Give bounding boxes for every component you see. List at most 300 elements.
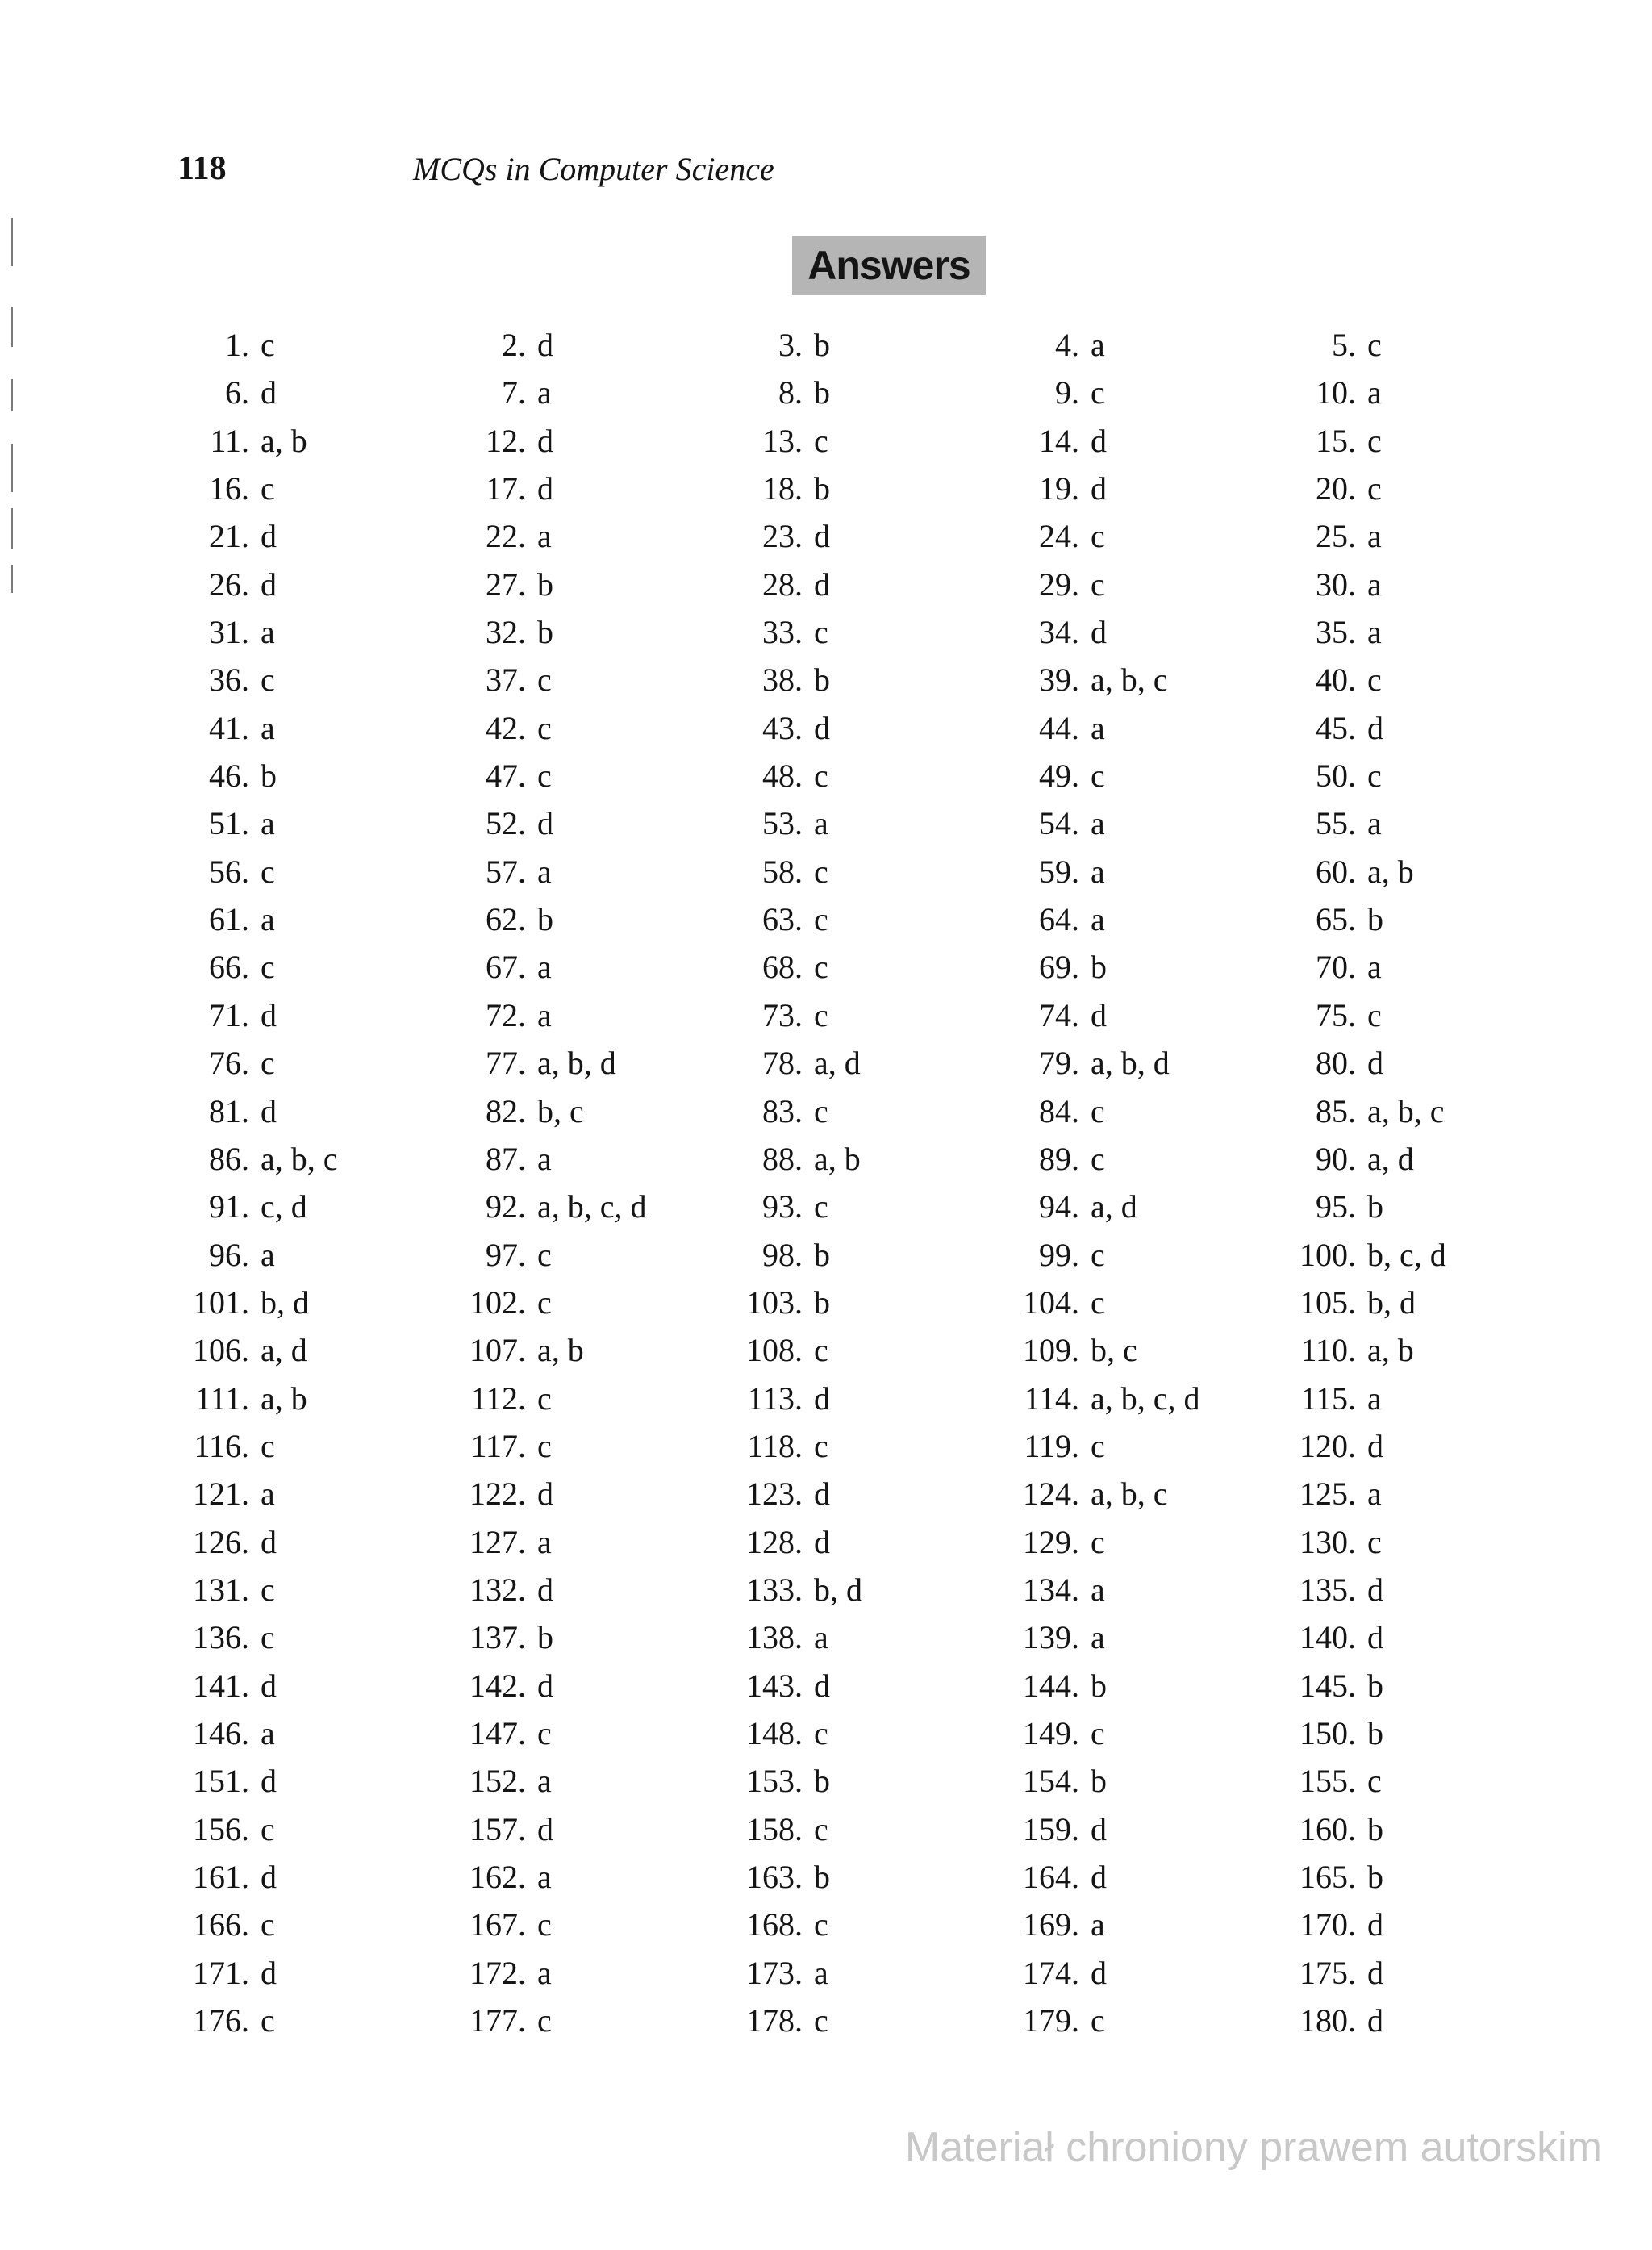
answer-item: [161, 1853, 438, 1901]
question-number: 6.: [225, 374, 249, 411]
answer-choice: b: [814, 374, 830, 411]
question-number: 74.: [1039, 996, 1079, 1033]
answer-choice: d: [1367, 1954, 1383, 1991]
question-number: 126.: [193, 1523, 249, 1560]
question-number: 19.: [1039, 470, 1079, 507]
answer-item: [715, 1997, 991, 2044]
answer-item: [438, 1613, 715, 1661]
answer-item: [715, 1853, 991, 1901]
page-number: 118: [177, 150, 227, 187]
question-number: 25.: [1316, 518, 1356, 555]
answer-item: [1268, 1997, 1545, 2044]
answer-choice: c: [814, 1332, 828, 1369]
question-number: 165.: [1299, 1859, 1356, 1895]
answer-choice: b: [1367, 1188, 1383, 1225]
question-number: 104.: [1023, 1284, 1079, 1321]
answer-choice: a, d: [814, 1045, 861, 1082]
answer-item: [715, 512, 991, 560]
question-number: 41.: [209, 709, 249, 746]
answer-choice: c, d: [261, 1188, 307, 1225]
answer-item: [991, 1087, 1268, 1135]
question-number: 83.: [762, 1092, 803, 1129]
margin-rule: [11, 379, 13, 411]
answer-item: [438, 1231, 715, 1279]
answer-choice: a: [261, 901, 275, 938]
answer-choice: a: [1091, 709, 1105, 746]
answer-choice: c: [1091, 1092, 1105, 1129]
answer-item: [438, 1997, 715, 2044]
answer-choice: d: [537, 1476, 553, 1513]
answer-choice: a, d: [1091, 1188, 1137, 1225]
answer-choice: d: [814, 1523, 830, 1560]
margin-rule: [11, 444, 13, 492]
answer-item: [991, 1183, 1268, 1230]
answer-choice: b: [261, 758, 277, 795]
answer-item: [438, 704, 715, 752]
answer-item: [991, 943, 1268, 991]
question-number: 130.: [1299, 1523, 1356, 1560]
question-number: 177.: [469, 2002, 526, 2039]
question-number: 45.: [1316, 709, 1356, 746]
answer-choice: d: [1367, 2002, 1383, 2039]
question-number: 33.: [762, 614, 803, 651]
question-number: 110.: [1300, 1332, 1356, 1369]
answer-choice: d: [814, 1667, 830, 1704]
question-number: 18.: [762, 470, 803, 507]
answer-choice: d: [1091, 1859, 1107, 1895]
answer-choice: d: [261, 1092, 277, 1129]
answer-item: [991, 1375, 1268, 1422]
question-number: 116.: [194, 1427, 249, 1464]
answer-item: [438, 848, 715, 895]
question-number: 158.: [746, 1810, 803, 1847]
answer-item: [991, 1422, 1268, 1470]
answer-choice: a: [1091, 327, 1105, 363]
answer-choice: b: [1367, 1714, 1383, 1751]
answer-item: [715, 1709, 991, 1757]
question-number: 55.: [1316, 805, 1356, 842]
answer-choice: c: [814, 614, 828, 651]
answer-item: [161, 1375, 438, 1422]
answer-item: [1268, 656, 1545, 703]
question-number: 56.: [209, 853, 249, 890]
answer-choice: d: [261, 1667, 277, 1704]
answer-choice: c: [814, 901, 828, 938]
answer-item: [161, 1087, 438, 1135]
question-number: 88.: [762, 1140, 803, 1177]
answer-choice: c: [1091, 566, 1105, 603]
question-number: 81.: [209, 1092, 249, 1129]
answer-item: [161, 1566, 438, 1613]
answer-item: [1268, 1183, 1545, 1230]
question-number: 106.: [193, 1332, 249, 1369]
answer-choice: a: [261, 805, 275, 842]
answer-choice: d: [261, 1859, 277, 1895]
answer-choice: a: [1091, 1906, 1105, 1943]
question-number: 1.: [225, 327, 249, 363]
answer-choice: b: [1367, 1810, 1383, 1847]
question-number: 109.: [1023, 1332, 1079, 1369]
answer-item: [161, 1039, 438, 1087]
answer-item: [438, 369, 715, 416]
answer-choice: a: [1367, 949, 1382, 986]
answer-choice: a: [537, 1763, 552, 1800]
answer-choice: d: [261, 1523, 277, 1560]
answer-item: [1268, 799, 1545, 847]
answer-item: [438, 1805, 715, 1853]
answer-choice: c: [1367, 1763, 1382, 1800]
answer-item: [161, 1231, 438, 1279]
question-number: 102.: [469, 1284, 526, 1321]
answer-choice: a: [537, 949, 552, 986]
answer-item: [991, 1662, 1268, 1709]
answer-choice: c: [261, 1571, 275, 1608]
question-number: 138.: [746, 1619, 803, 1656]
question-number: 153.: [746, 1763, 803, 1800]
answer-item: [161, 1279, 438, 1326]
answer-item: [161, 1470, 438, 1517]
answer-item: [161, 799, 438, 847]
answer-item: [161, 1757, 438, 1805]
question-number: 46.: [209, 758, 249, 795]
question-number: 24.: [1039, 518, 1079, 555]
answer-item: [991, 512, 1268, 560]
answer-choice: c: [261, 1427, 275, 1464]
answer-item: [1268, 848, 1545, 895]
answer-item: [991, 1949, 1268, 1997]
question-number: 21.: [209, 518, 249, 555]
margin-rule: [11, 565, 13, 593]
question-number: 90.: [1316, 1140, 1356, 1177]
answer-choice: c: [1367, 422, 1382, 459]
question-number: 163.: [746, 1859, 803, 1895]
question-number: 65.: [1316, 901, 1356, 938]
answer-choice: a: [814, 1954, 828, 1991]
answer-choice: c: [1091, 1236, 1105, 1273]
answer-choice: b: [814, 1763, 830, 1800]
answer-item: [991, 1470, 1268, 1517]
answer-choice: a, b, c: [1091, 662, 1168, 699]
answer-choice: d: [261, 518, 277, 555]
answer-item: [991, 1518, 1268, 1566]
answer-choice: d: [537, 1571, 553, 1608]
answer-choice: c: [1367, 996, 1382, 1033]
answer-item: [161, 1997, 438, 2044]
question-number: 115.: [1300, 1380, 1356, 1417]
answer-item: [161, 608, 438, 656]
answer-choice: b: [1091, 1763, 1107, 1800]
answer-item: [715, 1518, 991, 1566]
answer-choice: d: [261, 1763, 277, 1800]
answer-item: [715, 752, 991, 799]
answer-item: [438, 1949, 715, 1997]
question-number: 39.: [1039, 662, 1079, 699]
answer-item: [1268, 1326, 1545, 1374]
question-number: 7.: [502, 374, 526, 411]
question-number: 73.: [762, 996, 803, 1033]
answer-item: [991, 1997, 1268, 2044]
question-number: 99.: [1039, 1236, 1079, 1273]
answer-item: [1268, 895, 1545, 943]
question-number: 15.: [1316, 422, 1356, 459]
answer-item: [1268, 321, 1545, 369]
question-number: 48.: [762, 758, 803, 795]
copyright-watermark: Materiał chroniony prawem autorskim: [904, 2124, 1602, 2171]
answer-item: [1268, 1087, 1545, 1135]
answer-item: [991, 895, 1268, 943]
question-number: 161.: [193, 1859, 249, 1895]
answer-item: [161, 561, 438, 608]
answer-item: [161, 465, 438, 512]
question-number: 112.: [470, 1380, 526, 1417]
question-number: 157.: [469, 1810, 526, 1847]
answer-item: [438, 1662, 715, 1709]
answer-choice: c: [814, 1906, 828, 1943]
question-number: 91.: [209, 1188, 249, 1225]
answer-item: [715, 1087, 991, 1135]
answer-choice: b, c: [1091, 1332, 1137, 1369]
question-number: 171.: [193, 1954, 249, 1991]
question-number: 92.: [486, 1188, 526, 1225]
answer-choice: c: [537, 709, 552, 746]
answer-item: [1268, 991, 1545, 1039]
answer-choice: a, b: [814, 1140, 861, 1177]
answer-choice: d: [1091, 422, 1107, 459]
answer-item: [715, 1566, 991, 1613]
answer-choice: a, d: [1367, 1140, 1414, 1177]
question-number: 22.: [486, 518, 526, 555]
question-number: 122.: [469, 1476, 526, 1513]
question-number: 142.: [469, 1667, 526, 1704]
question-number: 12.: [486, 422, 526, 459]
question-number: 47.: [486, 758, 526, 795]
answer-item: [1268, 1949, 1545, 1997]
answer-choice: a: [1091, 853, 1105, 890]
question-number: 168.: [746, 1906, 803, 1943]
answer-choice: d: [261, 1954, 277, 1991]
answer-choice: b: [537, 901, 553, 938]
answer-choice: b: [814, 1859, 830, 1895]
question-number: 176.: [193, 2002, 249, 2039]
question-number: 118.: [747, 1427, 803, 1464]
answer-item: [715, 321, 991, 369]
answer-item: [161, 1183, 438, 1230]
question-number: 167.: [469, 1906, 526, 1943]
answer-choice: b: [1091, 1667, 1107, 1704]
answer-choice: a: [1367, 1380, 1382, 1417]
answer-choice: a, b: [1367, 1332, 1414, 1369]
answer-item: [1268, 1566, 1545, 1613]
answer-item: [991, 321, 1268, 369]
answer-choice: a: [537, 374, 552, 411]
answer-choice: b: [537, 566, 553, 603]
question-number: 133.: [746, 1571, 803, 1608]
answer-item: [161, 991, 438, 1039]
answer-choice: a: [261, 1714, 275, 1751]
question-number: 78.: [762, 1045, 803, 1082]
question-number: 160.: [1299, 1810, 1356, 1847]
question-number: 76.: [209, 1045, 249, 1082]
answer-choice: b: [537, 614, 553, 651]
question-number: 16.: [209, 470, 249, 507]
answer-item: [1268, 752, 1545, 799]
question-number: 98.: [762, 1236, 803, 1273]
answer-choice: d: [1367, 1045, 1383, 1082]
question-number: 60.: [1316, 853, 1356, 890]
answer-choice: c: [537, 1236, 552, 1273]
answer-item: [991, 799, 1268, 847]
answer-choice: c: [1091, 1140, 1105, 1177]
answer-item: [161, 848, 438, 895]
question-number: 117.: [470, 1427, 526, 1464]
answer-item: [161, 1422, 438, 1470]
question-number: 143.: [746, 1667, 803, 1704]
answer-choice: a: [537, 853, 552, 890]
section-title: [792, 236, 986, 295]
answer-item: [438, 512, 715, 560]
answer-item: [161, 943, 438, 991]
answer-item: [715, 369, 991, 416]
answer-choice: c: [1091, 1427, 1105, 1464]
question-number: 44.: [1039, 709, 1079, 746]
answer-choice: c: [537, 1284, 552, 1321]
answer-item: [991, 1853, 1268, 1901]
answer-item: [1268, 1901, 1545, 1948]
answer-choice: c: [537, 1714, 552, 1751]
answer-choice: b, c, d: [1367, 1236, 1446, 1273]
answer-choice: d: [1091, 470, 1107, 507]
answer-item: [161, 1901, 438, 1948]
answer-choice: b, d: [261, 1284, 309, 1321]
question-number: 8.: [778, 374, 803, 411]
answer-item: [991, 752, 1268, 799]
answer-choice: d: [1091, 614, 1107, 651]
answer-item: [438, 1375, 715, 1422]
answer-item: [991, 1901, 1268, 1948]
answer-choice: c: [261, 662, 275, 699]
answer-item: [438, 1039, 715, 1087]
answer-choice: c: [261, 949, 275, 986]
question-number: 68.: [762, 949, 803, 986]
answer-choice: c: [814, 2002, 828, 2039]
answer-choice: a, b: [1367, 853, 1414, 890]
answer-choice: a: [537, 518, 552, 555]
question-number: 96.: [209, 1236, 249, 1273]
question-number: 156.: [193, 1810, 249, 1847]
answer-item: [1268, 369, 1545, 416]
answer-item: [438, 1518, 715, 1566]
answer-choice: b, d: [814, 1571, 862, 1608]
answer-choice: c: [261, 1906, 275, 1943]
answer-choice: c: [261, 1810, 275, 1847]
answer-item: [1268, 561, 1545, 608]
answer-item: [438, 1853, 715, 1901]
question-number: 67.: [486, 949, 526, 986]
answer-item: [1268, 608, 1545, 656]
question-number: 101.: [193, 1284, 249, 1321]
question-number: 62.: [486, 901, 526, 938]
question-number: 66.: [209, 949, 249, 986]
section-title-text: Answers: [807, 243, 970, 288]
question-number: 38.: [762, 662, 803, 699]
question-number: 40.: [1316, 662, 1356, 699]
answer-item: [991, 465, 1268, 512]
question-number: 42.: [486, 709, 526, 746]
answer-item: [1268, 1805, 1545, 1853]
answer-choice: a: [537, 1523, 552, 1560]
answer-choice: a, b: [261, 1380, 307, 1417]
answer-choice: d: [814, 1380, 830, 1417]
answer-item: [161, 1613, 438, 1661]
answer-choice: b: [1367, 1667, 1383, 1704]
question-number: 166.: [193, 1906, 249, 1943]
answer-item: [438, 1901, 715, 1948]
answer-item: [991, 1039, 1268, 1087]
answer-choice: c: [537, 662, 552, 699]
question-number: 123.: [746, 1476, 803, 1513]
answer-item: [1268, 1135, 1545, 1183]
question-number: 72.: [486, 996, 526, 1033]
answer-item: [991, 369, 1268, 416]
question-number: 175.: [1299, 1954, 1356, 1991]
answer-choice: c: [1091, 374, 1105, 411]
answer-item: [991, 704, 1268, 752]
question-number: 43.: [762, 709, 803, 746]
answer-choice: c: [814, 758, 828, 795]
question-number: 132.: [469, 1571, 526, 1608]
question-number: 164.: [1023, 1859, 1079, 1895]
answer-item: [161, 369, 438, 416]
question-number: 80.: [1316, 1045, 1356, 1082]
answer-item: [991, 1757, 1268, 1805]
question-number: 17.: [486, 470, 526, 507]
answer-item: [438, 1566, 715, 1613]
question-number: 53.: [762, 805, 803, 842]
question-number: 144.: [1023, 1667, 1079, 1704]
answer-choice: c: [814, 1092, 828, 1129]
answer-choice: a, b, c, d: [537, 1188, 647, 1225]
answer-choice: a, b, d: [537, 1045, 616, 1082]
answer-choice: c: [261, 327, 275, 363]
answer-item: [438, 465, 715, 512]
answer-choice: d: [1367, 1906, 1383, 1943]
question-number: 57.: [486, 853, 526, 890]
answer-item: [1268, 704, 1545, 752]
answer-choice: c: [261, 1619, 275, 1656]
answer-item: [438, 1087, 715, 1135]
question-number: 14.: [1039, 422, 1079, 459]
answer-choice: a: [1367, 566, 1382, 603]
answer-choice: b: [814, 1236, 830, 1273]
question-number: 173.: [746, 1954, 803, 1991]
answer-choice: c: [1091, 1523, 1105, 1560]
question-number: 125.: [1299, 1476, 1356, 1513]
answer-choice: d: [814, 566, 830, 603]
answer-item: [1268, 943, 1545, 991]
answer-item: [715, 1757, 991, 1805]
question-number: 105.: [1299, 1284, 1356, 1321]
answer-item: [161, 321, 438, 369]
answer-item: [161, 1662, 438, 1709]
answer-choice: c: [814, 1427, 828, 1464]
question-number: 75.: [1316, 996, 1356, 1033]
answer-item: [715, 1901, 991, 1948]
question-number: 150.: [1299, 1714, 1356, 1751]
answer-item: [438, 1470, 715, 1517]
answer-choice: c: [1091, 758, 1105, 795]
question-number: 9.: [1055, 374, 1079, 411]
answer-item: [1268, 417, 1545, 465]
